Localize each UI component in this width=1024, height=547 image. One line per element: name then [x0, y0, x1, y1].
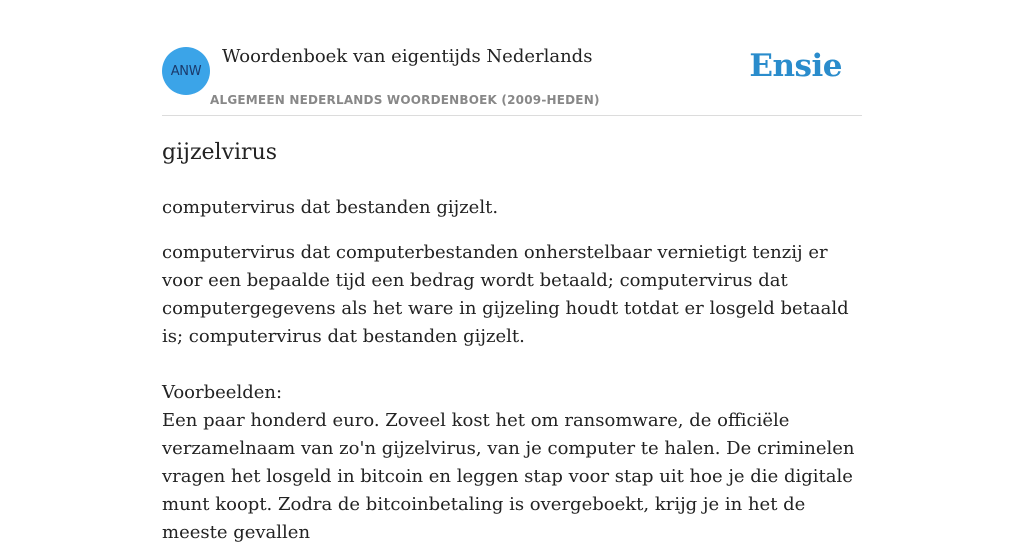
dictionary-header: [162, 0, 862, 116]
short-definition: computervirus dat bestanden gijzelt.: [162, 197, 499, 218]
dictionary-subtitle: ALGEMEEN NEDERLANDS WOORDENBOEK (2009-HEDEN): [210, 93, 600, 107]
examples-label: Voorbeelden:: [162, 382, 283, 403]
examples-text: Een paar honderd euro. Zoveel kost het om ransomware, de officiële verzamelnaam van zo'n gijzelvirus, van je computer te halen. De criminelen vragen het losgeld in bitcoin en leggen stap voor stap uit hoe je die digitale munt koopt. Zodra de bitcoinbetaling is overgeboekt, krijg je in het de meeste gevallen: [162, 410, 855, 543]
long-definition-block: [162, 239, 862, 547]
paragraph-spacer: [162, 351, 862, 379]
anw-logo[interactable]: [162, 47, 210, 95]
entry-card: [162, 0, 862, 543]
long-definition: computervirus dat computerbestanden onherstelbaar vernietigt tenzij er voor een bepaalde tijd een bedrag wordt betaald; computervirus dat computergegevens als het ware in gijzeling houdt totdat er losgeld betaald is; computervirus dat bestanden gijzelt.: [162, 242, 849, 347]
headword: gijzelvirus: [162, 140, 278, 165]
dictionary-title[interactable]: Woordenboek van eigentijds Nederlands: [222, 46, 593, 67]
logo-text: ANW: [170, 63, 202, 79]
ensie-brand-logo[interactable]: Ensie: [749, 48, 842, 84]
